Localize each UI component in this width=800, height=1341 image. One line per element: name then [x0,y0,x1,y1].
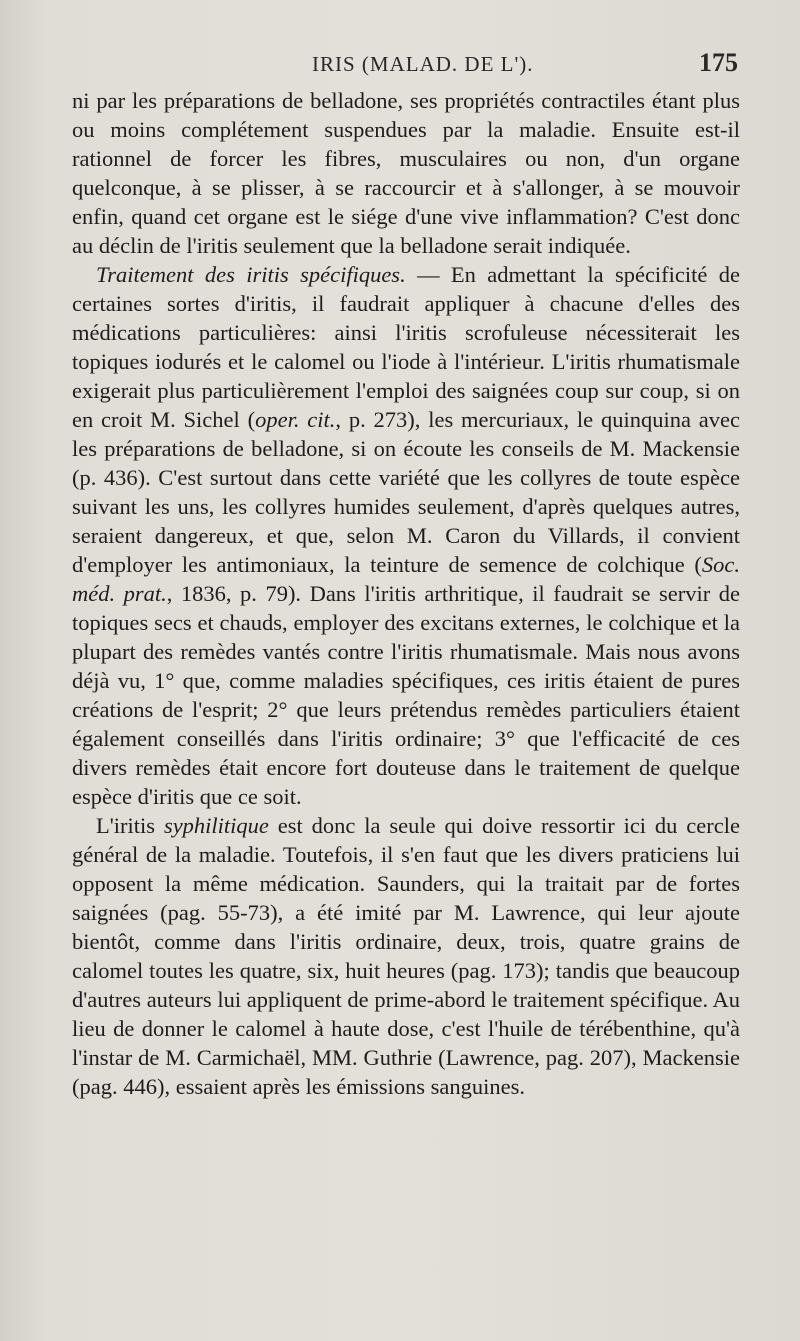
paragraph-2-text-b: , p. 273), les mercuriaux, le quinquina avec les préparations de belladone, si on écoute les conseils de M. Mackensie (p. 436). C'est surtout dans cette variété que les collyres de toute espèce suivant les uns, les collyres humides seulement, d'après quelques autres, seraient dangereux, et que, selon M. Caron du Villards, il convient d'employer les antimoniaux, la teinture de semence de colchique ( [72,407,740,577]
paragraph-1-text: ni par les préparations de belladone, ses propriétés contractiles étant plus ou moins complétement suspendues par la maladie. Ensuite est-il rationnel de forcer les fibres, musculaires ou non, d'un organe quelconque, à se plisser, à se raccourcir et à s'allonger, à se mouvoir enfin, quand cet organe est le siége d'une vive inflammation? C'est donc au déclin de l'iritis seulement que la belladone serait indiquée. [72,88,740,258]
paragraph-3 [72,811,740,1101]
running-title: IRIS (MALAD. DE L'). [312,52,534,76]
paragraph-1 [72,86,740,260]
body-text [72,86,740,1101]
term-italic-syphilitique: syphilitique [163,813,269,838]
paragraph-3-text-a: L'iritis [96,813,164,838]
paragraph-2 [72,260,740,811]
citation-italic-oper-cit: oper. cit. [255,407,336,432]
section-heading-italic: Traitement des iritis spécifiques. [96,262,406,287]
paragraph-2-text-c: , 1836, p. 79). Dans l'iritis arthritique, il faudrait se servir de topiques secs et chauds, employer des excitans externes, le colchique et la plupart des remèdes vantés contre l'iritis rhumatismale. Mais nous avons déjà vu, 1° que, comme maladies spécifiques, ces iritis étaient de pures créations de l'esprit; 2° que leurs prétendus remèdes particuliers étaient également conseillés dans l'iritis ordinaire; 3° que l'efficacité de ces divers remèdes était encore fort douteuse dans le traitement de quelque espèce d'iritis que ce soit. [72,581,740,809]
citation-italic-soc-med: Soc. méd. prat. [72,552,740,606]
paragraph-2-text-a: — En admettant la spécificité de certaines sortes d'iritis, il faudrait appliquer à chacune d'elles des médications particulières: ainsi l'iritis scrofuleuse nécessiterait les topiques iodurés et le calomel ou l'iode à l'intérieur. L'iritis rhumatismale exigerait plus particulièrement l'emploi des saignées coup sur coup, si on en croit M. Sichel ( [72,262,740,432]
page-number: 175 [699,48,738,77]
running-head [0,48,800,86]
paragraph-3-text-b: est donc la seule qui doive ressortir ici du cercle général de la maladie. Toutefois, il s'en faut que les divers praticiens lui opposent la même médication. Saunders, qui la traitait par de fortes saignées (pag. 55-73), a été imité par M. Lawrence, qui leur ajoute bientôt, comme dans l'iritis ordinaire, deux, trois, quatre grains de calomel toutes les quatre, six, huit heures (pag. 173); tandis que beaucoup d'autres auteurs lui appliquent de prime-abord le traitement spécifique. Au lieu de donner le calomel à haute dose, c'est l'huile de térébenthine, qu'à l'instar de M. Carmichaël, MM. Guthrie (Lawrence, pag. 207), Mackensie (pag. 446), essaient après les émissions sanguines. [72,813,740,1099]
